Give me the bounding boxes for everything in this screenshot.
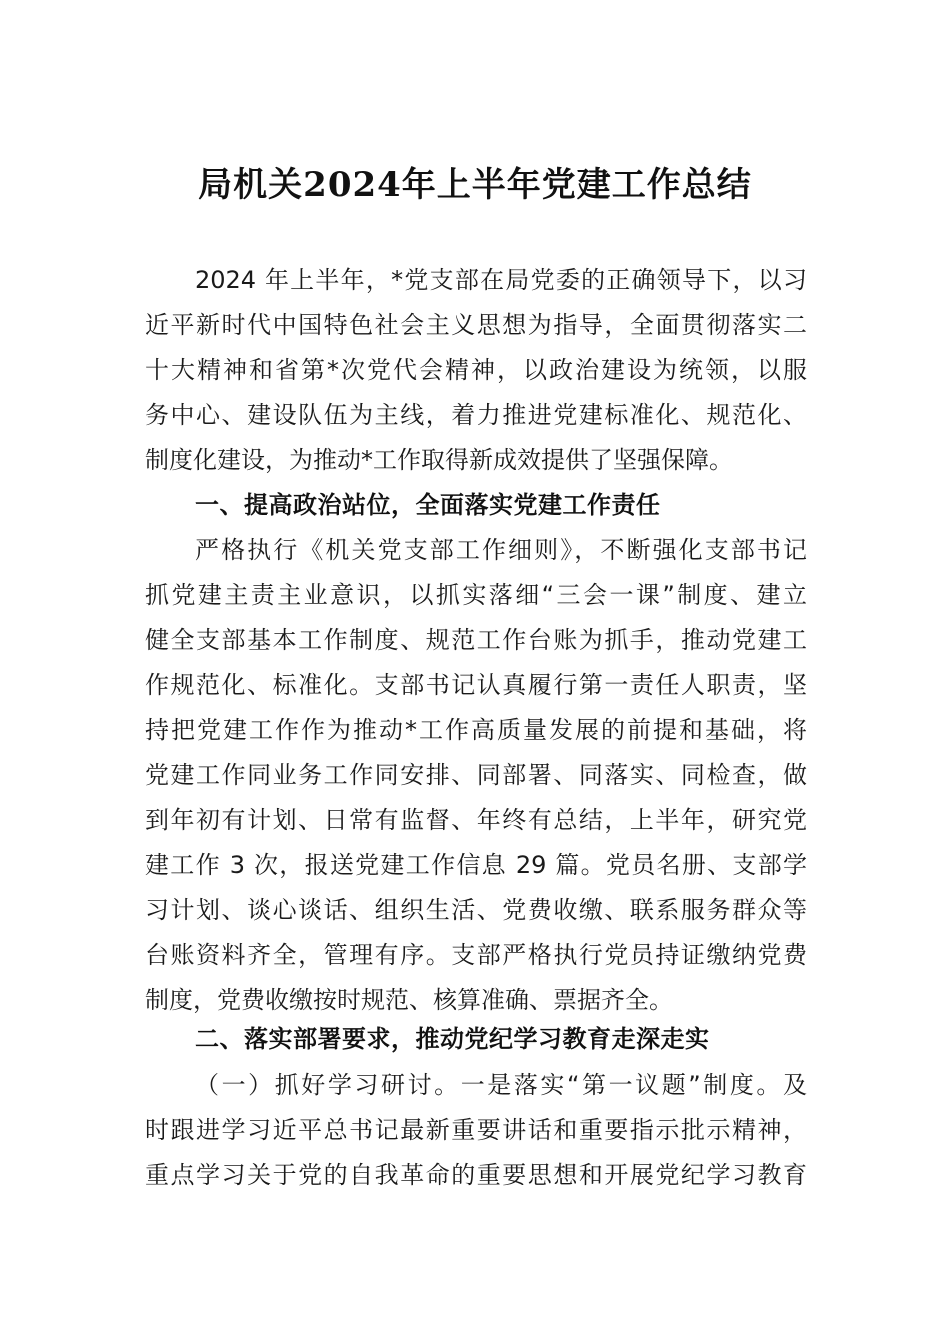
paragraph-line: 2024 年上半年，*党支部在局党委的正确领导下，以习 [195,266,807,294]
paragraph-line: 党建工作同业务工作同安排、同部署、同落实、同检查，做 [145,761,807,789]
paragraph-line: 习计划、谈心谈话、组织生活、党费收缴、联系服务群众等 [145,896,807,924]
paragraph-line: 到年初有计划、日常有监督、年终有总结，上半年，研究党 [145,806,807,834]
paragraph-line: 重点学习关于党的自我革命的重要思想和开展党纪学习教育 [145,1161,807,1189]
paragraph-line: 近平新时代中国特色社会主义思想为指导，全面贯彻落实二 [145,311,807,339]
section-heading-1: 一、提高政治站位，全面落实党建工作责任 [195,491,661,519]
paragraph-line: 严格执行《机关党支部工作细则》，不断强化支部书记 [195,536,807,564]
paragraph-line: 台账资料齐全，管理有序。支部严格执行党员持证缴纳党费 [145,941,807,969]
paragraph-line: 持把党建工作作为推动*工作高质量发展的前提和基础，将 [145,716,807,744]
document-title: 局机关2024年上半年党建工作总结 [198,165,752,205]
paragraph-line: 制度化建设，为推动*工作取得新成效提供了坚强保障。 [145,446,733,474]
paragraph-line: 抓党建主责主业意识，以抓实落细“三会一课”制度、建立 [145,581,807,609]
paragraph-line: 作规范化、标准化。支部书记认真履行第一责任人职责，坚 [145,671,807,699]
paragraph-line: 健全支部基本工作制度、规范工作台账为抓手，推动党建工 [145,626,807,654]
paragraph-line: 建工作 3 次，报送党建工作信息 29 篇。党员名册、支部学 [145,851,807,879]
paragraph-line: 务中心、建设队伍为主线，着力推进党建标准化、规范化、 [145,401,807,429]
section-heading-2: 二、落实部署要求，推动党纪学习教育走深走实 [195,1025,710,1053]
paragraph-line: 时跟进学习近平总书记最新重要讲话和重要指示批示精神， [145,1116,807,1144]
paragraph-line: （一）抓好学习研讨。一是落实“第一议题”制度。及 [195,1071,807,1099]
paragraph-line: 制度，党费收缴按时规范、核算准确、票据齐全。 [145,986,673,1014]
paragraph-line: 十大精神和省第*次党代会精神，以政治建设为统领，以服 [145,356,807,384]
